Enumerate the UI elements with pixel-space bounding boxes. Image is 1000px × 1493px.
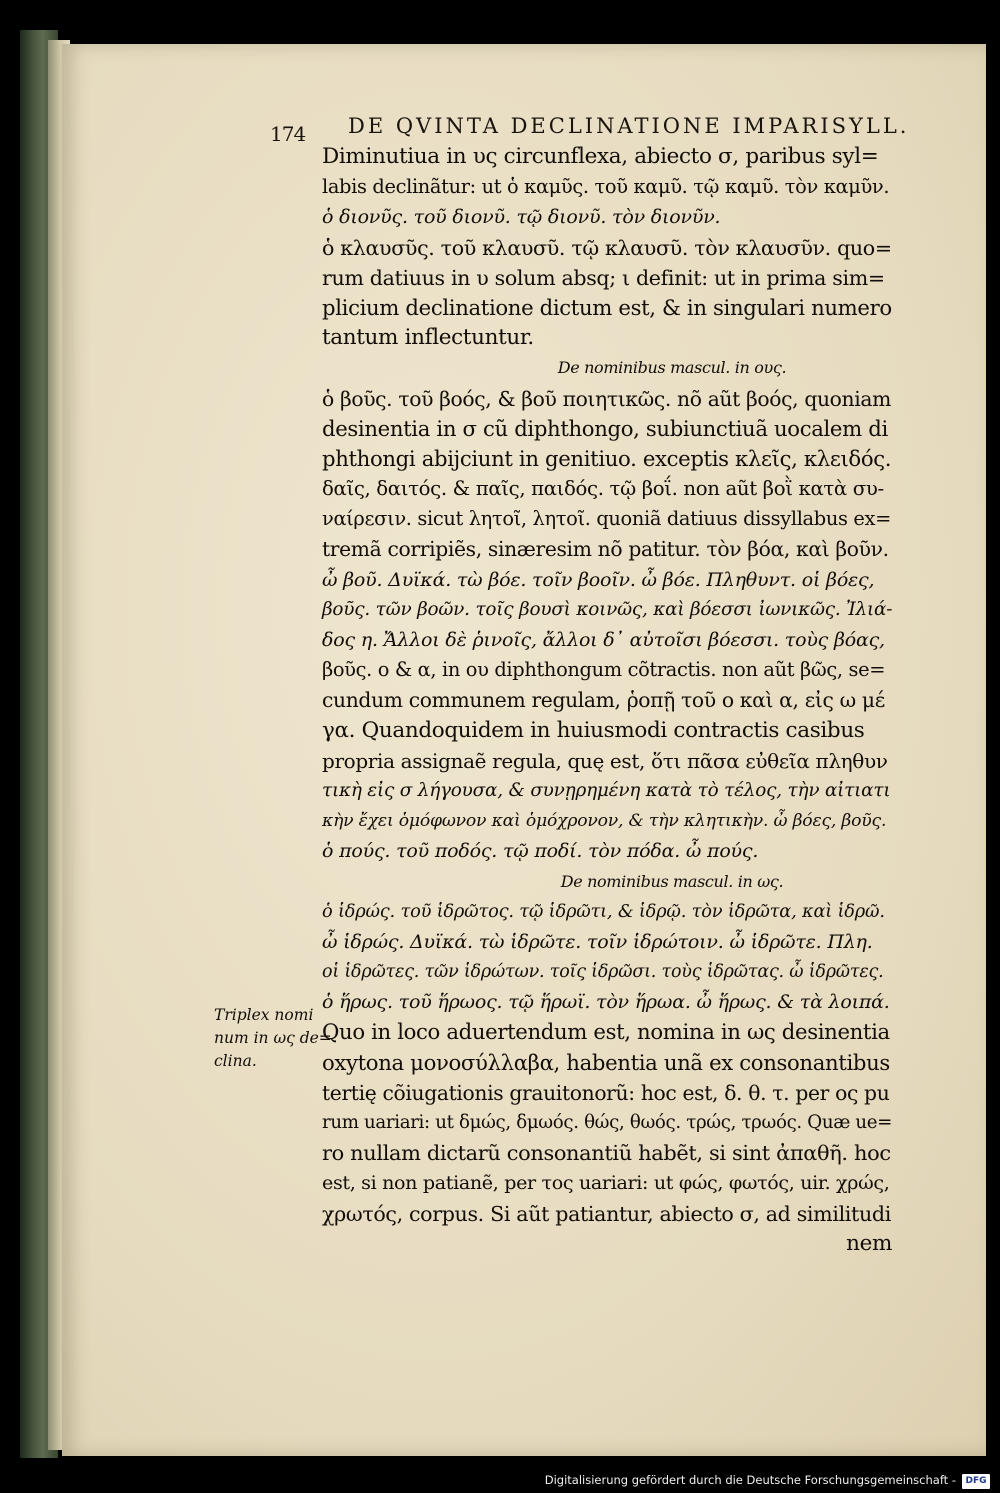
text-line: ὁ πούς. τοῦ ποδός. τῷ ποδί. τὸν πόδα. ὦ πούς. — [322, 840, 759, 863]
text-line: phthongi abijciunt in genitiuo. exceptis κλεῖς, κλειδός. — [322, 445, 892, 471]
text-line: ὁ κλαυσῦς. τοῦ κλαυσῦ. τῷ κλαυσῦ. τὸν κλαυσῦν. quo= — [322, 235, 892, 260]
text-line: ναίρεσιν. sicut λητοῖ, λητοῖ. quoniã datiuus dissyllabus ex= — [322, 507, 891, 531]
text-line: βοῦς. ο & α, in ου diphthongum cõtractis. non aũt βῶς, se= — [322, 658, 886, 682]
text-line: nem — [846, 1230, 892, 1256]
text-line: oxytona μονοσύλλαβα, habentia unã ex consonantibus — [322, 1049, 890, 1075]
text-line: ὦ βοῦ. Δυϊκά. τὼ βόε. τοῖν βοοῖν. ὦ βόε. Πληθυντ. οἱ βόες, — [322, 568, 875, 591]
text-line: δος η. Ἄλλοι δὲ ῥινοῖς, ἄλλοι δ᾽ αὐτοῖσι βόεσσι. τοὺς βόας, — [322, 629, 885, 651]
text-line: ὁ ἥρως. τοῦ ἥρωος. τῷ ἥρωϊ. τὸν ἥρωα. ὦ ἥρως. & τὰ λοιπά. — [322, 991, 890, 1014]
text-line: est, si non patianẽ, per τος uariari: ut φώς, φωτός, uir. χρώς, — [322, 1171, 890, 1195]
text-line: βοῦς. τῶν βοῶν. τοῖς βουσὶ κοινῶς, καὶ βόεσσι ἰωνικῶς. Ἰλιά- — [322, 598, 893, 620]
text-line: κὴν ἔχει ὁμόφωνον καὶ ὁμόχρονον, & τὴν κλητικὴν. ὦ βόες, βοῦς. — [322, 811, 887, 832]
text-line: τικὴ εἰς σ λήγουσα, & συνῃρημένη κατὰ τὸ τέλος, τὴν αἰτιατι — [322, 779, 891, 801]
text-line: tremã corripiẽs, sinæresim nõ patitur. τὸν βόα, καὶ βοῦν. — [322, 537, 889, 562]
page-number: 174 — [270, 122, 306, 146]
body-text — [322, 142, 892, 1259]
margin-note-line: num in ως de= — [214, 1029, 332, 1047]
margin-note — [214, 1004, 332, 1073]
text-line: ro nullam dictarũ consonantiũ habẽt, si sint ἀπαθῆ. hoc — [322, 1141, 891, 1166]
text-line: tantum inflectuntur. — [322, 325, 534, 351]
text-line: οἱ ἱδρῶτες. τῶν ἱδρώτων. τοῖς ἱδρῶσι. τοὺς ἱδρῶτας. ὦ ἱδρῶτες. — [322, 962, 884, 983]
text-line: desinentia in σ cũ diphthongo, subiunctiuã uocalem di — [322, 415, 888, 441]
text-line: cundum communem regulam, ῥοπῇ τοῦ ο καὶ α, εἰς ω μέ — [322, 688, 885, 713]
text-line: rum datiuus in υ solum absq; ι definit: ut in prima sim= — [322, 265, 885, 290]
text-line: tertię cõiugationis grauitonorũ: hoc est, δ. θ. τ. per ος pu — [322, 1080, 890, 1105]
text-line: Quo in loco aduertendum est, nomina in ως desinentia — [322, 1019, 890, 1045]
running-head: DE QVINTA DECLINATIONE IMPARISYLL. — [348, 114, 910, 138]
text-line: ὁ διονῦς. τοῦ διονῦ. τῷ διονῦ. τὸν διονῦν. — [322, 206, 721, 229]
section-heading: De nominibus mascul. in ως. — [560, 871, 784, 891]
text-line: ὁ βοῦς. τοῦ βοός, & βοῦ ποιητικῶς. nõ aũt βοός, quoniam — [322, 386, 892, 411]
margin-note-line: Triplex nomi — [214, 1006, 314, 1024]
text-line: rum uariari: ut δμώς, δμωός. θώς, θωός. τρώς, τρωός. Quæ ue= — [322, 1112, 893, 1133]
text-line: Diminutiua in υς circunflexa, abiecto σ, paribus syl= — [322, 144, 879, 169]
text-line: ὁ ἱδρώς. τοῦ ἱδρῶτος. τῷ ἱδρῶτι, & ἱδρῷ. τὸν ἱδρῶτα, καὶ ἱδρῶ. — [322, 900, 885, 922]
digitization-credit: Digitalisierung gefördert durch die Deutsche Forschungsgemeinschaft - — [544, 1473, 956, 1487]
text-line: δαῖς, δαιτός. & παῖς, παιδός. τῷ βοΐ. non aũt βοῒ κατὰ συ- — [322, 477, 884, 501]
margin-note-line: clina. — [214, 1052, 257, 1070]
text-line: χρωτός, corpus. Si aũt patiantur, abiecto σ, ad similitudi — [322, 1201, 891, 1226]
text-line: propria assignaẽ regula, quę est, ὅτι πᾶσα εὐθεῖα πληθυν — [322, 748, 888, 773]
text-line: ὦ ἱδρώς. Δυϊκά. τὼ ἱδρῶτε. τοῖν ἱδρώτοιν. ὦ ἱδρῶτε. Πλη. — [322, 930, 873, 953]
text-line: plicium declinatione dictum est, & in singulari numero — [322, 294, 892, 320]
dfg-logo: DFG — [962, 1474, 990, 1489]
section-heading: De nominibus mascul. in ους. — [557, 358, 787, 378]
text-line: labis declinãtur: ut ὁ καμῦς. τοῦ καμῦ. τῷ καμῦ. τὸν καμῦν. — [322, 175, 890, 199]
text-line: γα. Quandoquidem in huiusmodi contractis casibus — [322, 717, 865, 743]
